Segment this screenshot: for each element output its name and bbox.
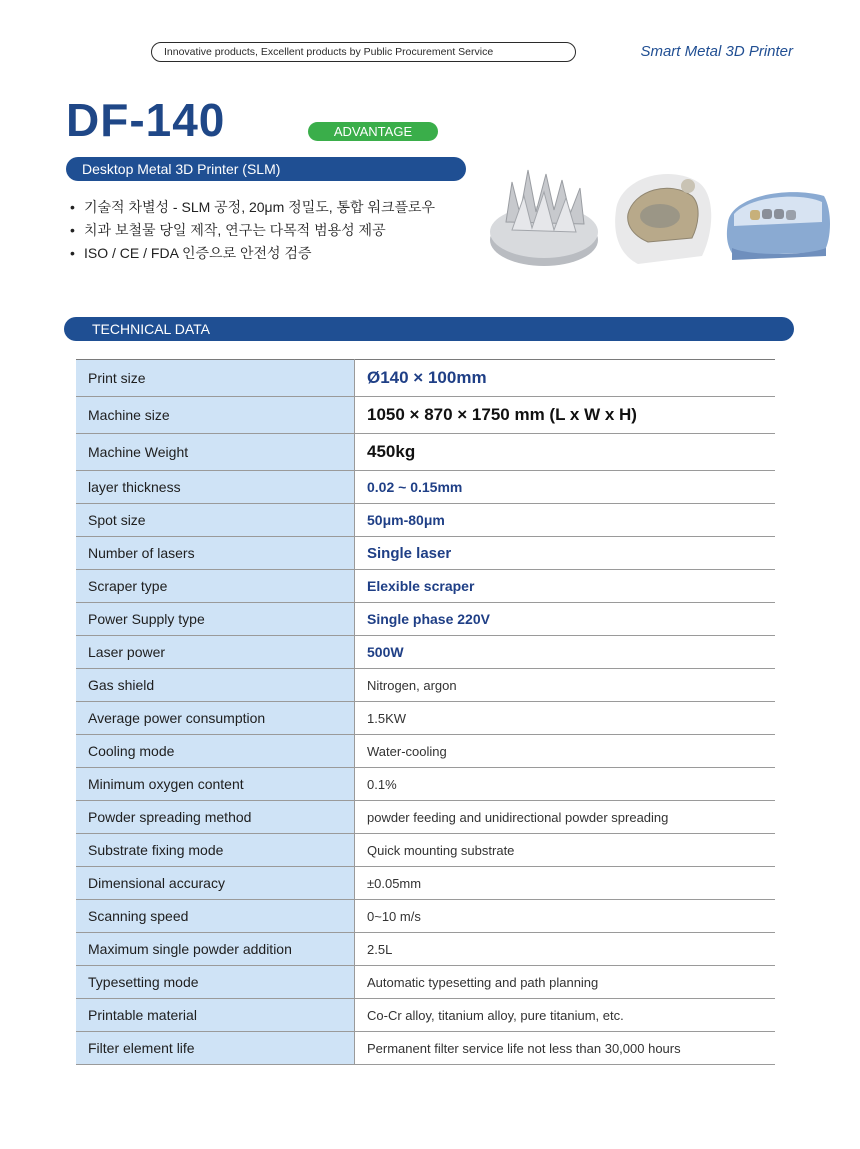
spec-key: Gas shield [76,669,355,702]
table-row [76,834,775,867]
spec-key: Filter element life [76,1032,355,1065]
bullet-text: 기술적 차별성 - SLM 공정, 20μm 정밀도, 통합 워크플로우 [84,199,436,215]
product-photos [488,152,838,272]
table-row [76,867,775,900]
spec-value: 0.02 ~ 0.15mm [355,471,776,504]
spec-value: Elexible scraper [355,570,776,603]
spec-key: Cooling mode [76,735,355,768]
spec-key: Maximum single powder addition [76,933,355,966]
spec-value: powder feeding and unidirectional powder spreading [355,801,776,834]
table-row [76,1032,775,1065]
spec-key: Minimum oxygen content [76,768,355,801]
spec-value: Water-cooling [355,735,776,768]
spec-key: Machine size [76,397,355,434]
advantage-list [70,196,435,265]
tagline-pill: Innovative products, Excellent products by Public Procurement Service [151,42,576,62]
table-row [76,603,775,636]
spec-value: Quick mounting substrate [355,834,776,867]
spec-key: Number of lasers [76,537,355,570]
advantage-badge: ADVANTAGE [308,122,438,141]
spec-key: Printable material [76,999,355,1032]
table-row [76,768,775,801]
model-title: DF-140 [66,94,226,146]
spec-value: 1.5KW [355,702,776,735]
spec-key: Spot size [76,504,355,537]
brand-label: Smart Metal 3D Printer [640,43,793,60]
bullet-text: ISO / CE / FDA 인증으로 안전성 검증 [84,245,312,261]
product-subtitle: Desktop Metal 3D Printer (SLM) [66,157,466,181]
table-row [76,801,775,834]
spec-key: layer thickness [76,471,355,504]
table-row [76,933,775,966]
spec-key: Power Supply type [76,603,355,636]
spec-value: 0~10 m/s [355,900,776,933]
table-row [76,397,775,434]
spec-value: 2.5L [355,933,776,966]
spec-value: Automatic typesetting and path planning [355,966,776,999]
technical-data-table [76,359,775,1065]
table-row [76,636,775,669]
spec-value: Co-Cr alloy, titanium alloy, pure titanium, etc. [355,999,776,1032]
spec-key: Print size [76,360,355,397]
dental-framework-photo [615,174,711,264]
table-row [76,570,775,603]
table-row [76,702,775,735]
spec-value: Permanent filter service life not less than 30,000 hours [355,1032,776,1065]
table-row [76,735,775,768]
spec-key: Machine Weight [76,434,355,471]
table-row [76,360,775,397]
table-row [76,471,775,504]
spec-value: Ø140 × 100mm [355,360,776,397]
spec-key: Powder spreading method [76,801,355,834]
crown-model-photo [727,192,830,260]
spec-key: Typesetting mode [76,966,355,999]
spec-value: Single phase 220V [355,603,776,636]
table-row [76,999,775,1032]
build-plate-photo [490,170,598,266]
table-row [76,504,775,537]
spec-key: Substrate fixing mode [76,834,355,867]
table-row [76,966,775,999]
spec-key: Average power consumption [76,702,355,735]
table-row [76,434,775,471]
spec-value: Single laser [355,537,776,570]
spec-value: Nitrogen, argon [355,669,776,702]
spec-key: Dimensional accuracy [76,867,355,900]
table-row [76,669,775,702]
spec-value: 50μm-80μm [355,504,776,537]
table-row [76,537,775,570]
list-item: • 치과 보철물 당일 제작, 연구는 다목적 범용성 제공 [70,222,386,238]
spec-key: Laser power [76,636,355,669]
spec-value: ±0.05mm [355,867,776,900]
spec-value: 1050 × 870 × 1750 mm (L x W x H) [355,397,776,434]
table-row [76,900,775,933]
spec-key: Scanning speed [76,900,355,933]
spec-value: 0.1% [355,768,776,801]
spec-key: Scraper type [76,570,355,603]
list-item: • ISO / CE / FDA 인증으로 안전성 검증 [70,245,312,261]
technical-data-heading: TECHNICAL DATA [64,317,794,341]
spec-value: 500W [355,636,776,669]
spec-value: 450kg [355,434,776,471]
list-item: • 기술적 차별성 - SLM 공정, 20μm 정밀도, 통합 워크플로우 [70,199,436,215]
bullet-text: 치과 보철물 당일 제작, 연구는 다목적 범용성 제공 [84,222,386,238]
